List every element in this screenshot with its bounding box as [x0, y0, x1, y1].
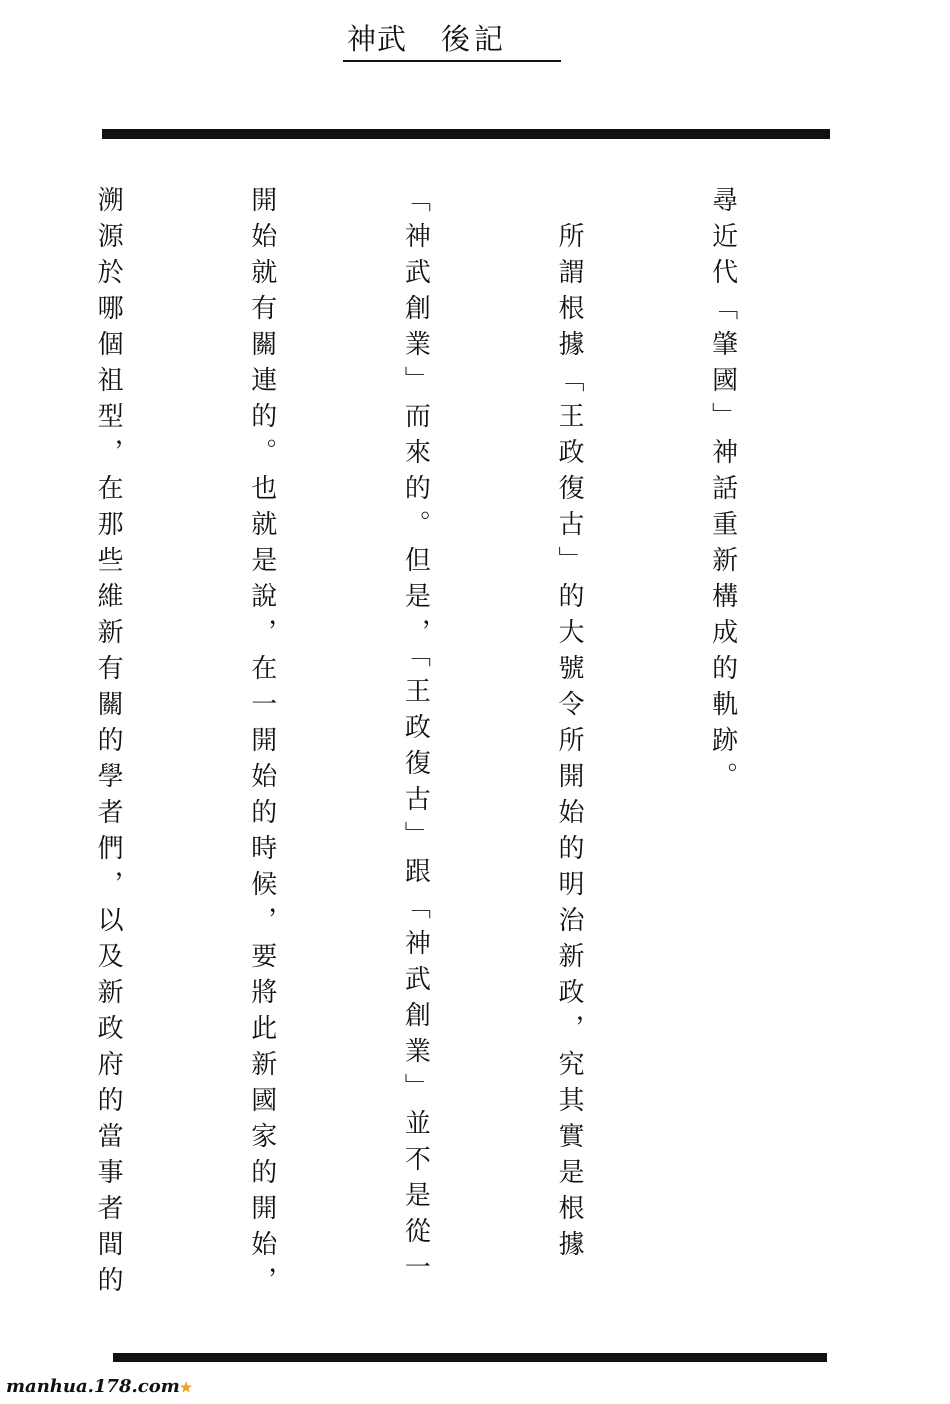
top-rule: [102, 129, 830, 139]
star-icon: ★: [179, 1380, 193, 1396]
watermark: [6, 1376, 192, 1397]
title-part-2: 後記: [441, 22, 508, 56]
text-line: 「神武創業」而來的。但是，「王政復古」跟「神武創業」並不是從一: [400, 186, 431, 1289]
watermark-text: manhua.178.com: [6, 1376, 180, 1397]
body-text: [40, 186, 850, 1336]
bottom-rule: [113, 1353, 827, 1362]
text-line: 開始就有關連的。也就是說，在一開始的時候，要將此新國家的開始，: [246, 186, 277, 1302]
page-title: [343, 18, 561, 62]
text-line: 尋近代「肇國」神話重新構成的軌跡。: [707, 186, 738, 798]
text-line: 溯源於哪個祖型，在那些維新有關的學者們，以及新政府的當事者間的: [93, 186, 124, 1302]
title-part-1: 神武: [347, 22, 408, 56]
text-line: 所謂根據「王政復古」的大號令所開始的明治新政，究其實是根據: [553, 186, 584, 1266]
